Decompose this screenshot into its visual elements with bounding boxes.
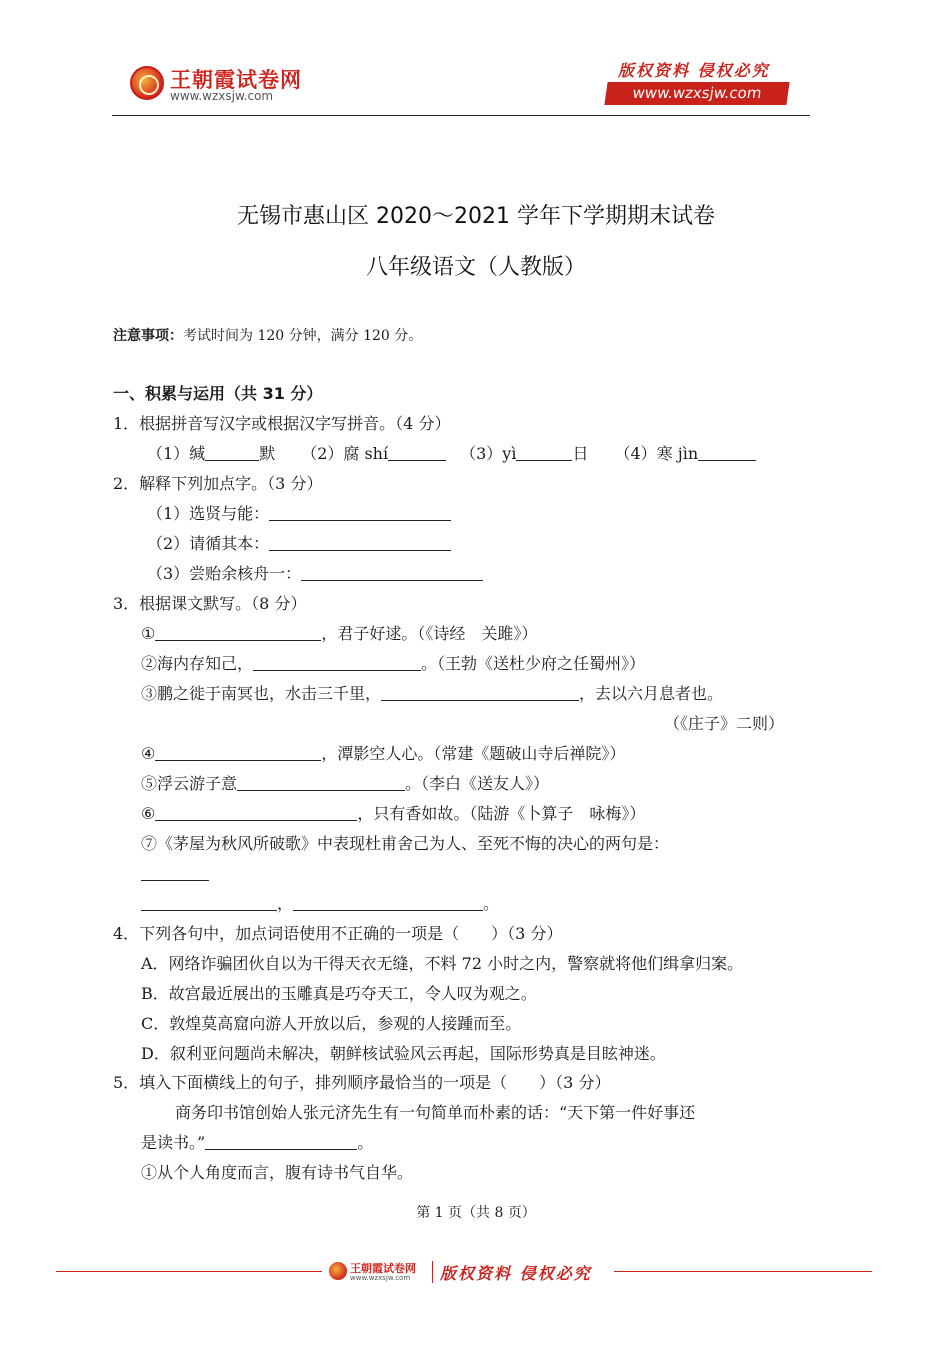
q3-line-3	[141, 683, 723, 705]
question-2-stem: 2．解释下列加点字。（3 分）	[113, 474, 323, 493]
question-3-stem: 3．根据课文默写。（8 分）	[113, 594, 307, 613]
logo-url[interactable]: www.wzxsjw.com	[170, 89, 274, 103]
footer-logo-url[interactable]: www.wzxsjw.com	[350, 1274, 411, 1282]
answer-blank[interactable]	[141, 895, 277, 911]
question-4-stem: 4．下列各句中，加点词语使用不正确的一项是（ ）（3 分）	[113, 924, 563, 943]
answer-blank[interactable]	[141, 865, 209, 881]
q3-line-1-b: ，君子好逑。（《诗经 关雎》）	[321, 624, 538, 643]
header-divider	[112, 115, 810, 116]
answer-blank[interactable]	[205, 1134, 357, 1150]
footer-logo-name: 王朝霞试卷网	[350, 1262, 416, 1275]
answer-blank[interactable]	[388, 445, 446, 461]
q1-item-3b: 日	[572, 444, 589, 463]
q3-line-3-b: ，去以六月息者也。	[579, 684, 724, 703]
answer-blank[interactable]	[301, 565, 483, 581]
footer-logo-icon	[329, 1262, 347, 1280]
answer-blank[interactable]	[516, 445, 572, 461]
answer-blank[interactable]	[269, 535, 451, 551]
footer-copyright: 版权资料 侵权必究	[440, 1264, 592, 1283]
q1-item-3a: （3）yì	[460, 444, 517, 463]
q3-line-6	[141, 803, 645, 825]
q3-line-4	[141, 743, 625, 765]
answer-blank[interactable]	[293, 895, 483, 911]
footer-rule-left	[56, 1271, 322, 1272]
q2-item-3	[147, 563, 483, 585]
q1-item-1b: 默	[259, 444, 276, 463]
q4-option-b[interactable]: B．故宫最近展出的玉雕真是巧夺天工，令人叹为观之。	[141, 984, 537, 1003]
q3-line-9	[141, 893, 499, 915]
answer-blank[interactable]	[155, 625, 321, 641]
q3-line-3-source: （《庄子》二则）	[664, 714, 785, 733]
q3-line-2-b: 。（王勃《送杜少府之任蜀州》）	[421, 654, 646, 673]
q3-line-9-comma: ，	[277, 894, 294, 913]
q5-passage-2	[141, 1132, 373, 1154]
answer-blank[interactable]	[381, 685, 579, 701]
answer-blank[interactable]	[698, 445, 756, 461]
q1-item-4: （4）寒 jìn	[614, 444, 699, 463]
copyright-notice: 版权资料 侵权必究	[618, 61, 770, 80]
q1-item-1a: （1）缄	[147, 444, 206, 463]
question-1-stem: 1．根据拼音写汉字或根据汉字写拼音。（4 分）	[113, 414, 451, 433]
q3-line-6-a: ⑥	[141, 804, 156, 823]
q3-line-6-b: ，只有香如故。（陆游《卜算子 咏梅》）	[357, 804, 646, 823]
url-banner[interactable]: www.wzxsjw.com	[604, 82, 789, 105]
notice-label: 注意事项：	[113, 328, 183, 344]
q4-option-d[interactable]: D．叙利亚问题尚未解决，朝鲜核试验风云再起，国际形势真是目眩神迷。	[141, 1044, 666, 1063]
q5-passage-2-b: 。	[357, 1133, 374, 1152]
question-5-stem: 5．填入下面横线上的句子，排列顺序最恰当的一项是（ ）（3 分）	[113, 1073, 611, 1092]
q3-line-2	[141, 653, 645, 675]
answer-blank[interactable]	[205, 445, 259, 461]
answer-blank[interactable]	[155, 805, 357, 821]
footer-separator	[432, 1261, 433, 1283]
q2-item-3-text: （3）尝贻余核舟一：	[147, 564, 302, 583]
question-1-items	[147, 443, 756, 465]
answer-blank[interactable]	[237, 775, 405, 791]
q3-line-4-b: ，潭影空人心。（常建《题破山寺后禅院》）	[321, 744, 626, 763]
q3-line-3-a: ③鹏之徙于南冥也，水击三千里，	[141, 684, 382, 703]
q5-passage-1: 商务印书馆创始人张元济先生有一句简单而朴素的话：“天下第一件好事还	[175, 1103, 696, 1122]
q3-line-1-a: ①	[141, 624, 156, 643]
q3-line-1	[141, 623, 537, 645]
notice-text: 考试时间为 120 分钟，满分 120 分。	[183, 328, 423, 344]
q3-line-5-b: 。（李白《送友人》）	[405, 774, 550, 793]
q2-item-1	[147, 503, 451, 525]
q5-passage-2-a: 是读书。”	[141, 1133, 206, 1152]
q4-option-c[interactable]: C．敦煌莫高窟向游人开放以后，参观的人接踵而至。	[141, 1014, 522, 1033]
q1-item-2: （2）腐 shí	[301, 444, 389, 463]
logo-name: 王朝霞试卷网	[170, 68, 302, 92]
answer-blank[interactable]	[155, 745, 321, 761]
q3-line-4-a: ④	[141, 744, 156, 763]
q5-sentence-1: ①从个人角度而言，腹有诗书气自华。	[141, 1163, 414, 1182]
q2-item-1-text: （1）选贤与能：	[147, 504, 270, 523]
q2-item-2-text: （2）请循其本：	[147, 534, 270, 553]
answer-blank[interactable]	[269, 505, 451, 521]
section-heading: 一、积累与运用（共 31 分）	[113, 384, 323, 403]
logo-badge-icon	[130, 66, 164, 100]
q3-line-5-a: ⑤浮云游子意	[141, 774, 238, 793]
q3-line-8	[141, 863, 209, 885]
page-number: 第 1 页（共 8 页）	[416, 1205, 536, 1221]
exam-title: 无锡市惠山区 2020～2021 学年下学期期末试卷	[237, 204, 715, 229]
q3-line-7: ⑦《茅屋为秋风所破歌》中表现杜甫舍己为人、至死不悔的决心的两句是：	[141, 834, 670, 853]
footer-rule-right	[614, 1271, 872, 1272]
exam-subtitle: 八年级语文（人教版）	[365, 255, 586, 280]
answer-blank[interactable]	[253, 655, 421, 671]
q2-item-2	[147, 533, 451, 555]
q3-line-9-end: 。	[483, 894, 500, 913]
exam-notice	[113, 325, 422, 345]
q4-option-a[interactable]: A．网络诈骗团伙自以为干得天衣无缝，不料 72 小时之内，警察就将他们缉拿归案。	[141, 954, 744, 973]
q3-line-5	[141, 773, 549, 795]
q3-line-2-a: ②海内存知己，	[141, 654, 254, 673]
